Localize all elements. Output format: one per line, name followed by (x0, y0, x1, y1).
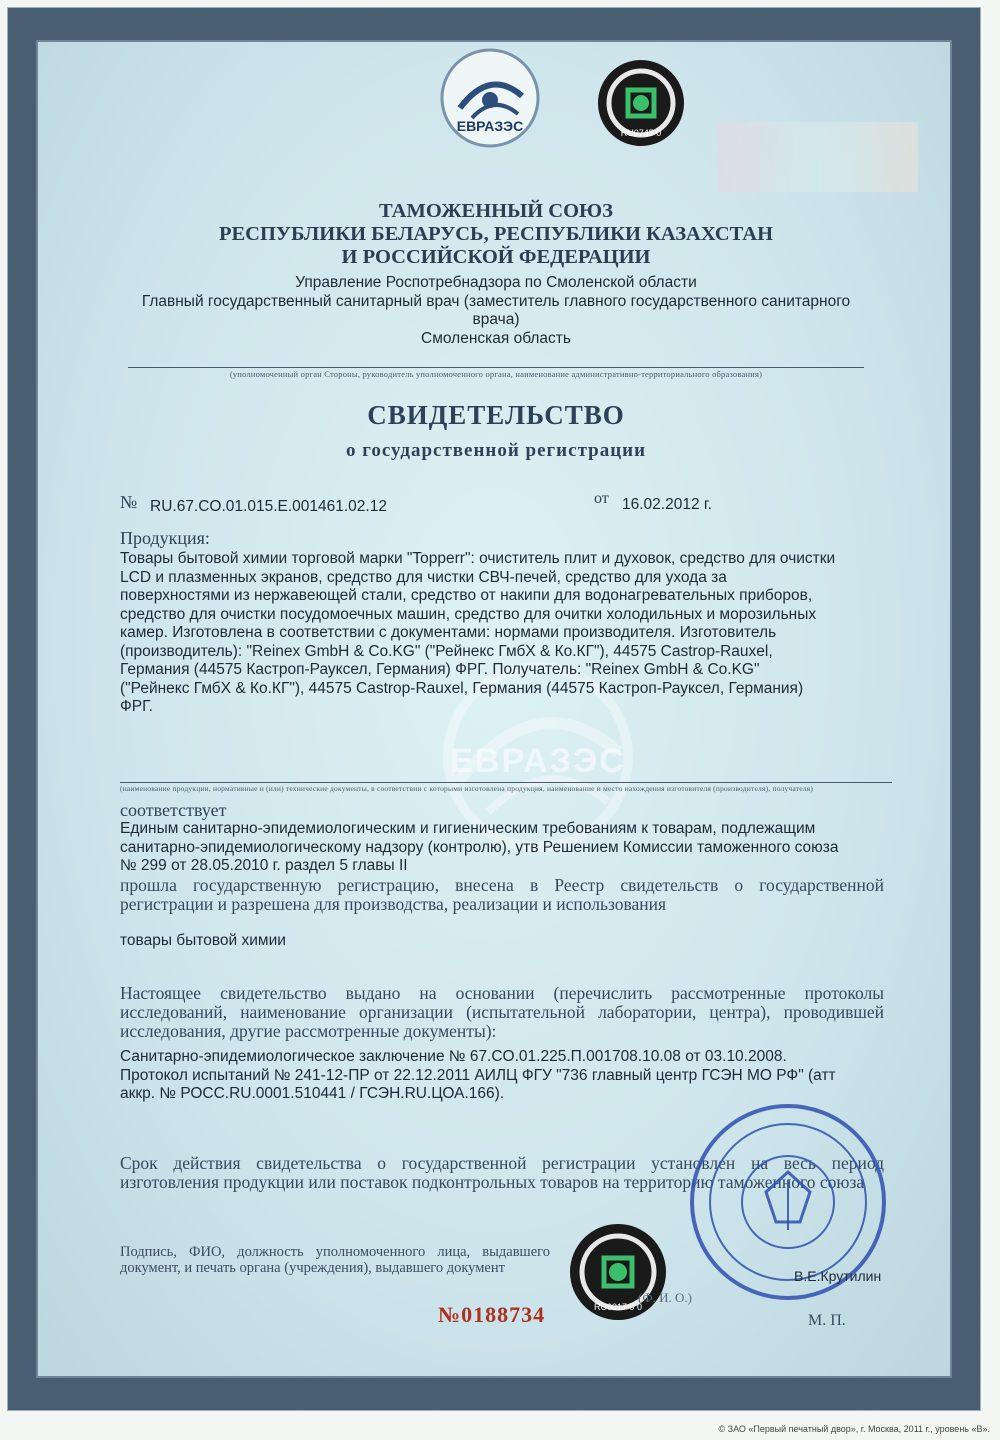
product-line: LCD и плазменных экранов, средство для чистки СВЧ-печей, средство для ухода за (120, 568, 727, 586)
conformity-line: Единым санитарно-эпидемиологическим и гигиеническим требованиям к товарам, подлежащим (120, 820, 816, 837)
union-title-line2: РЕСПУБЛИКИ БЕЛАРУСЬ, РЕСПУБЛИКИ КАЗАХСТАН (218, 223, 774, 245)
union-title-line1: ТАМОЖЕННЫЙ СОЮЗ (379, 200, 613, 222)
signature-caption: Подпись, ФИО, должность уполномоченного лица, выдавшего документ, и печать органа (учреждения), выдавшего документ (120, 1244, 550, 1276)
region-line: Смоленская область (421, 329, 571, 347)
evrazes-emblem-icon (430, 48, 550, 158)
date-label: от (594, 490, 609, 507)
authority-line1: Управление Роспотребнадзора по Смоленской области (295, 274, 697, 291)
registration-statement: прошла государственную регистрацию, внесена в Реестр свидетельств о государственной регистрации и разрешена для производства, реализации и использования (120, 875, 884, 914)
signer-name-caption: (Ф. И. О.) (638, 1290, 692, 1305)
product-description (120, 550, 940, 717)
basis-line: Протокол испытаний № 241-12-ПР от 22.12.2011 АИЛЦ ФГУ "736 главный центр ГСЭН МО РФ" (атт (120, 1066, 836, 1084)
basis-line: Санитарно-эпидемиологическое заключение № 67.CO.01.225.П.001708.10.08 от 03.10.2008. (120, 1048, 787, 1065)
certificate-title: СВИДЕТЕЛЬСТВО (367, 400, 625, 430)
blank-serial-number: №0188734 (438, 1302, 546, 1327)
hologram-bottom (568, 1222, 668, 1322)
product-rule (120, 782, 892, 783)
product-line: поверхностями из нержавеющей стали, средство от накипи для водонагревательных приборов, (120, 587, 813, 604)
product-line: Товары бытовой химии торговой марки "Topperr": очиститель плит и духовок, средство для очистки (120, 550, 836, 567)
certificate-body (36, 40, 952, 1378)
validity-statement: Срок действия свидетельства о государственной регистрации установлен на весь период изготовления продукции или поставок подконтрольных товаров на территорию таможенного союза (120, 1153, 884, 1192)
product-line: ФРГ. (120, 698, 153, 715)
product-line: Германия (44575 Кастроп-Рауксел, Германия) ФРГ. Получатель: "Reinex GmbH & Co.KG" (120, 661, 760, 678)
printer-footer: © ЗАО «Первый печатный двор», г. Москва, 2011 г., уровень «В». (718, 1424, 990, 1434)
hologram-top (596, 58, 686, 148)
certificate-subtitle: о государственной регистрации (345, 440, 647, 461)
evrazes-logo (430, 48, 550, 158)
product-line: (производитель): "Reinex GmbH & Co.KG" ("Рейнекс ГмбХ & Ко.КГ"), 44575 Castrop-Rauxel, (120, 642, 773, 660)
signer-name: В.Е.Крутилин (794, 1268, 882, 1284)
authority-caption: (уполномоченный орган Стороны, руководитель уполномоченного органа, наименование административно-территориального образования) (229, 369, 763, 379)
stamp-place-mark: М. П. (808, 1312, 846, 1329)
product-line: ("Рейнекс ГмбХ & Ко.КГ"), 44575 Castrop-Rauxel, Германия (44575 Кастроп-Рауксел, Германия) (120, 679, 804, 697)
authority-line3: врача) (472, 311, 520, 328)
basis-line: аккр. № РОСС.RU.0001.510441 / ГСЭН.RU.ЦОА.166). (120, 1085, 505, 1102)
product-line: средство для очистки посудомоечных машин, средство для очитки холодильных и морозильных (120, 605, 817, 623)
conformity-line: санитарно-эпидемиологическому надзору (контролю), утв Решением Комиссии таможенного союза (120, 838, 839, 856)
evrazes-logo-label: ЕВРАЗЭС (456, 118, 524, 134)
authority-rule (128, 367, 864, 368)
product-line: камер. Изготовлена в соответствии с документами: нормами производителя. Изготовитель (120, 624, 777, 641)
certificate-sheet (8, 8, 980, 1410)
hologram-bottom-code: RU0017 9 0 (593, 1302, 643, 1312)
conformity-line: № 299 от 28.05.2010 г. раздел 5 главы II (120, 857, 408, 874)
number-label: № (120, 492, 138, 512)
registration-date: 16.02.2012 г. (622, 496, 712, 513)
authority-line2: Главный государственный санитарный врач (заместитель главного государственного санитарного (141, 292, 851, 310)
usage-text: товары бытовой химии (120, 932, 286, 949)
basis-statement: Настоящее свидетельство выдано на основании (перечислить рассмотренные протоколы исследований, наименование организации (испытательной лаборатории, центра), проводившей исследования, другие рассмотренные документы): (120, 983, 884, 1041)
product-caption: (наименование продукции, нормативные и (или) технические документы, в соответствии с которыми изготовлена продукция, наименование и место нахождения изготовителя (производителя), получателя) (120, 784, 814, 793)
watermark-text: ЕВРАЗЭС (450, 742, 626, 780)
conformity-label: соответствует (120, 800, 227, 820)
union-title-line3: И РОССИЙСКОЙ ФЕДЕРАЦИИ (341, 246, 651, 268)
hologram-top-code: RU0745 0 (620, 128, 662, 138)
hologram-strip (718, 122, 918, 192)
product-label: Продукция: (120, 528, 210, 548)
registration-number: RU.67.CO.01.015.E.001461.02.12 (150, 498, 387, 515)
